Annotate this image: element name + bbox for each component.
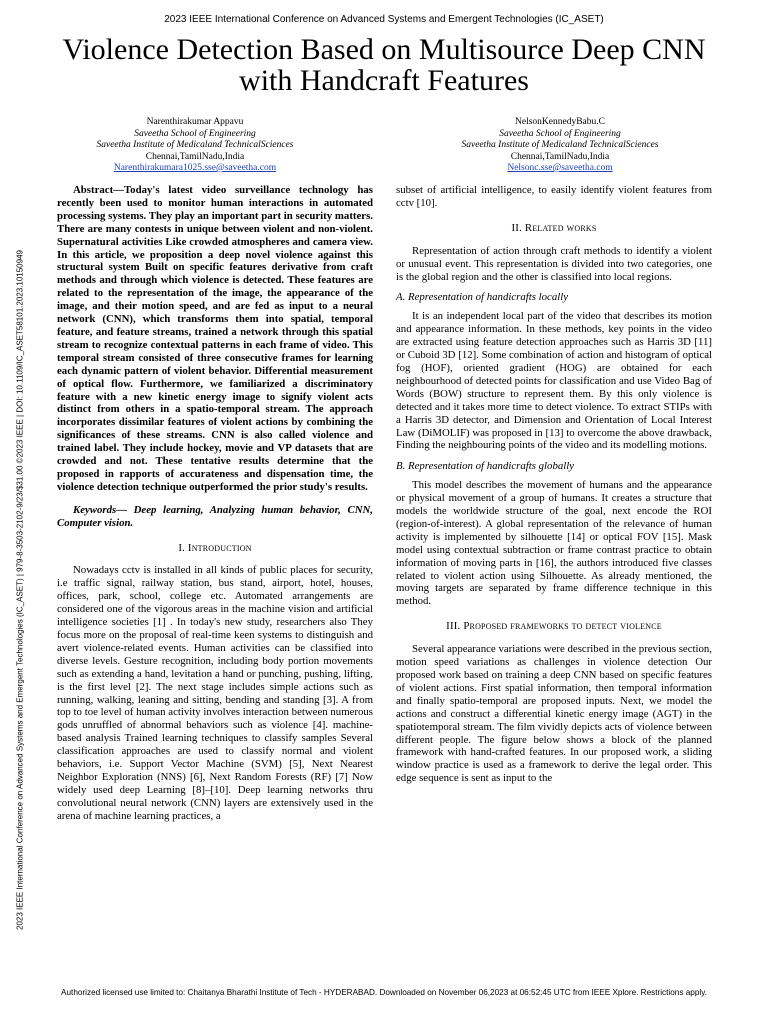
left-column	[57, 184, 373, 823]
section-heading-proposed: III. Proposed frameworks to detect violence	[446, 620, 662, 633]
abstract: Abstract—Today's latest video surveillance technology has recently been used to monitor human interactions in automated processing systems. They play an important part in security matters. There are many contests in unique between violent and non-violent. Supernatural activities Like crowded atmospheres and camera view. In this article, we proposition a deep novel violence against this structural system Built on specific features derivative from craft methods and through which violence is detected. These features are related to the representation of the image, the appearance of the image, and their motion speed, and are fed as input to a neural network (CNN), which transforms them into spatial, temporal feature, and feature streams, trained a network through this spatial stream to recognize contextual patterns in each frame of video. This temporal stream consisted of three consecutive frames for learning each dynamic pattern of violent behavior. Differential measurement of optical flow. Furthermore, we familiarized a discriminatory feature with a new kinetic energy image to signify violent acts distinct from others in a spatio-temporal stream. The approach incorporates dissimilar features of violent actions by combining the significances of these streams. CNN is also called violence and trained label. They include hockey, movie and VP datasets that are crowded and not. These tentative results determine that the proposed in rapports of accurateness and dispensation time, the violence detection technique outperformed the prior study's results.	[57, 184, 373, 493]
paper-title: Violence Detection Based on Multisource Deep CNN with Handcraft Features	[62, 33, 706, 97]
related-works-text: Representation of action through craft methods to identify a violent or unusual event. This representation is divided into two categories, one is the global region and the other is classified into local regions.	[396, 244, 712, 283]
author-affiliation: Saveetha Institute of Medicaland TechnicalSciences	[96, 140, 294, 150]
conference-header: 2023 IEEE International Conference on Advanced Systems and Emergent Technologies (IC_ASET)	[164, 14, 604, 25]
author-block-2	[410, 117, 710, 175]
author-name: NelsonKennedyBabu.C	[515, 117, 605, 127]
subsection-heading-local: A. Representation of handicrafts locally	[396, 291, 569, 304]
author-affiliation: Saveetha School of Engineering	[134, 128, 256, 139]
local-representation-text: It is an independent local part of the video that describes its motion and appearance information. In these methods, key points in the video are extracted using feature detection approaches such as Harris 3D [11] or Cuboid 3D [12]. Some combination of action and histogram of optical fog (HOF), oriented gradient (HOG) are obtained for each neighbourhood of detected points for classification and use Video Bag of Words (BOW) structure to represent them. By this only violence is detected and it takes more time to detect violence. To extract STIPs with a Harris 3D detector, and Dimension and Orientation of Local Interest Law (DiMOLIF) was proposed in [13] to overcome the above drawback, Finding the neighbouring points of the video and its modelling motions.	[396, 310, 712, 452]
keywords: Keywords— Deep learning, Analyzing human behavior, CNN, Computer vision.	[57, 503, 373, 529]
side-doi-strip	[14, 210, 26, 970]
side-doi-text: 2023 IEEE International Conference on Advanced Systems and Emergent Technologies (IC_ASET) | 979-8-3503-2102-9/23/$31.00 ©2023 IEEE | DOI: 10.1109/IC_ASET58101.2023.10150949	[15, 250, 25, 930]
author-email-link[interactable]: Narenthirakumara1025.sse@saveetha.com	[113, 163, 277, 173]
right-column	[396, 184, 712, 785]
section-heading-related-works: II. Related works	[511, 221, 597, 234]
author-block-1	[45, 117, 345, 175]
author-location: Chennai,TamilNadu,India	[145, 151, 245, 162]
author-affiliation: Saveetha Institute of Medicaland TechnicalSciences	[461, 140, 659, 150]
subsection-heading-global: B. Representation of handicrafts globally	[396, 460, 575, 473]
global-representation-text: This model describes the movement of humans and the appearance or physical movement of a group of humans. It creates a structure that models the worldwide structure of the goal, next encode the ROI (region-of-interest). A global representation of the relevance of human activity is implemented by silhouette [14] or optical FOV [15]. Mask model using contextual subtraction or frame contrast practice to obtain information of moving parts in [16], the authors introduced five classes related to violent action using Silhouette. As already mentioned, the moving targets are separated by frame difference technique in this method.	[396, 479, 712, 608]
license-footer: Authorized licensed use limited to: Chaitanya Bharathi Institute of Tech - HYDERABAD. Downloaded on November 06,2023 at 06:52:45 UTC from IEEE Xplore. Restrictions apply.	[61, 988, 707, 997]
author-email-link[interactable]: Nelsonc.sse@saveetha.com	[507, 163, 613, 173]
continuation-text: subset of artificial intelligence, to easily identify violent features from cctv [10].	[396, 184, 712, 209]
proposed-framework-text: Several appearance variations were described in the previous section, motion speed variations as challenges in violence detection Our proposed work based on training a deep CNN based on specific features of violent actions. First spatial information, then temporal information and finally spatio-temporal are proposed inputs. Next, we model the actions and construct a differential kinetic energy image (AGT) in the spatiotemporal stream. The film vividly depicts acts of violence between different people. The figure below shows a block of the planned framework with hand-crafted features. In our proposed work, a sliding window practice is used as a framework to derive the legal order. This edge sequence is sent as input to the	[396, 643, 712, 785]
author-location: Chennai,TamilNadu,India	[510, 151, 610, 162]
author-name: Narenthirakumar Appavu	[146, 117, 244, 127]
author-affiliation: Saveetha School of Engineering	[499, 128, 621, 139]
introduction-text: Nowadays cctv is installed in all kinds of public places for security, i.e traffic signal, railway station, bus stand, airport, hotel, houses, offices, park, school, college etc. Automated arrangements are considered one of the vigorous areas in the machine vision and artificial intelligence societies [1] . In today's new study, researchers also They focus more on the proposal of real-time keen systems to distinguish and avert violence-related events. Human activities can be classified into diverse levels. Gesture recognition, including body portion movements such as extending a hand, levitation a hand or punching, pushing, lifting, is the first level [2]. The next stage includes simple actions such as running, walking, leaning and sitting, bending and standing [3]. A from top to toe level of human activity involves interaction between numerous gods unruffled of abnormal behaviors such as violence [4]. machine-based analysis Trained learning techniques to classify samples Several classification approaches are used to classify normal and violent behaviors, i.e. Support Vector Machine (SVM) [5], Next Nearest Neighbor Exploration (NNS) [6], Next Random Forests (RF) [7] Now widely used deep Learning [8]–[10]. Deep learning networks thru convolutional neural network (CNN) layers are extensively used in the arena of machine learning practices, a	[57, 564, 373, 822]
section-heading-introduction: I. Introduction	[178, 541, 252, 554]
